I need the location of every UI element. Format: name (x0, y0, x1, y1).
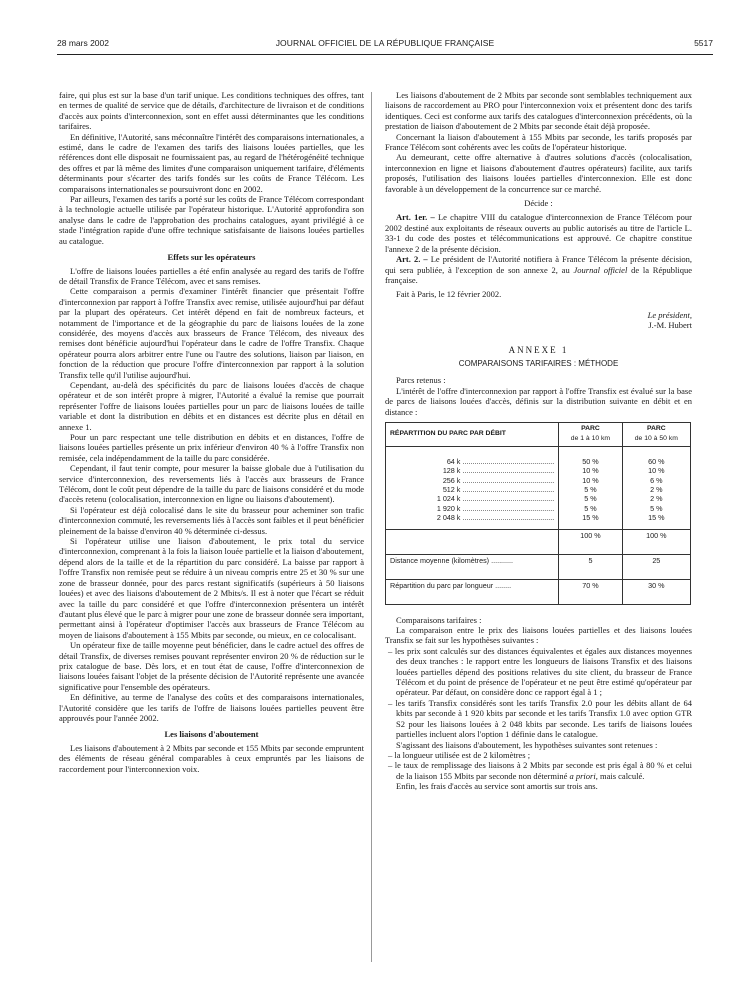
rate-label: 128 k .............................................. (442, 466, 555, 476)
table-header-parc-1-10: PARC de 1 à 10 km (559, 422, 622, 446)
rate-label: 1 024 k .............................................. (436, 494, 555, 504)
table-row-repartition: Répartition du parc par longueur ........ 70 % 30 % (386, 579, 691, 604)
column-divider (371, 92, 372, 962)
article-2-text: Le président de l'Autorité notifiera à France Télécom la présente décision, qui sera publiée, à l'exception de son annexe 2, au (385, 254, 692, 275)
paragraph: Pour un parc respectant une telle distribution en débits et en distances, l'offre de liaisons louées partielles présente un prix inférieur d'environ 40 % à l'offre Transfix non remisée, cela indépendamment de la taille du parc considérée. (59, 432, 364, 463)
paragraph: Cependant, au-delà des spécificités du parc de liaisons louées d'accès de chaque opérateur et de son intérêt propre à migrer, l'Autorité a évalué la remise que pourrait représenter l'offre de liaisons louées partielles pour un parc de liaisons louées de taille variable et dont la distribution en débits et en distances est décrite plus en détail en annexe 1. (59, 379, 364, 432)
header-rule (57, 54, 713, 55)
value-cell: 2 % (650, 494, 663, 504)
article-1-text: Le chapitre VIII du catalogue d'interconnexion de France Télécom pour 2002 destiné aux exploitants de réseaux ouverts au public autorisés au titre de l'article L. 33-1 du code des postes et télécommunications est approuvé. Ce chapitre constitue l'annexe 2 de la présente décision. (385, 212, 693, 254)
value-cell: 15 % (582, 513, 599, 523)
value-cell: 60 % (648, 456, 665, 466)
value-cell: 5 % (650, 503, 663, 513)
paragraph: L'intérêt de l'offre d'interconnexion par rapport à l'offre Transfix est évalué sur la base de parcs de liaisons louées d'accès, définis sur la distribution suivante en débit et en distance : (385, 385, 692, 417)
repartition-10-50: 30 % (622, 579, 690, 604)
paragraph: Les liaisons d'aboutement à 2 Mbits par seconde et 155 Mbits par seconde empruntent des éléments de réseau général comparables à ceux empruntés par les liaisons de raccordement pour l'interconnexion voix. (59, 742, 364, 774)
value-cell: 15 % (648, 513, 665, 523)
annex-title: ANNEXE 1 (508, 344, 569, 355)
annex-subtitle: COMPARAISONS TARIFAIRES : MÉTHODE (458, 358, 619, 368)
signature-name: J.-M. Hubert (648, 320, 692, 331)
left-column (59, 90, 364, 774)
paragraph: Un opérateur fixe de taille moyenne peut bénéficier, dans le cadre actuel des offres de détail Transfix, de diverses remises pouvant représenter environ 20 % de réduction sur le prix catalogue de base. Dès lors, et en tout état de cause, l'offre d'interconnexion de liaisons louées faisant l'objet de la présente décision de l'Autorité représente une avancée significative pour l'ensemble des opérateurs. (59, 640, 364, 692)
list-item: – la longueur utilisée est de 2 kilomètres ; (388, 749, 531, 760)
paragraph: En définitive, au terme de l'analyse des coûts et des comparaisons internationales, l'Autorité considère que les tarifs de l'offre de liaisons louées partielles peuvent être approuvés pour l'année 2002. (59, 692, 364, 723)
paragraph: Comparaisons tarifaires : (396, 614, 482, 625)
list-item: – les tarifs Transfix considérés sont les tarifs Transfix 2.0 pour les débits allant de 64 kbits par seconde à 1 920 kbits par seconde et les tarifs Transfix 1.0 avec option GTR S2 pour les liaisons louées à 2 048 kbits par seconde. Les tarifs de liaisons louées partielles incluent alors l'option 1 définie dans le catalogue. (388, 697, 692, 740)
paragraph: Au demeurant, cette offre alternative à d'autres solutions d'accès (colocalisation, interconnexion en ligne et liaisons d'aboutement d'autres opérateurs) facilite, aux tarifs proposés, l'utilisation des liaisons louées partielles d'interconnexion. Elle est donc favorable à un développement de la concurrence sur ce marché. (385, 152, 692, 194)
paragraph: faire, qui plus est sur la base d'un tarif unique. Les conditions techniques des offres, tant en termes de qualité de service que de détails, d'architecture de livraison et de conditions d'accès aux points d'interconnexion, sont en effet aussi déterminantes que les conditions tarifaires. (59, 90, 364, 132)
distance-label: Distance moyenne (kilomètres) (390, 555, 490, 565)
header-date: 28 mars 2002 (57, 38, 109, 48)
right-column (385, 90, 692, 792)
paragraph: Concernant la liaison d'aboutement à 155 Mbits par seconde, les tarifs proposés par France Télécom sont cohérents avec les coûts de l'opérateur historique. (385, 131, 692, 153)
article-1-label: Art. 1er. – (396, 212, 435, 223)
list-item: – le taux de remplissage des liaisons à 2 Mbits par seconde est pris égal à 80 % et celui de la liaison 155 Mbits par seconde non déterminé a priori, mais calculé. (388, 760, 692, 781)
paragraph: Si l'opérateur est déjà colocalisé dans le site du brasseur pour acheminer son trafic d'interconnexion commuté, les reversements liés à l'accès sont faibles et il peut bénéficier pleinement de la baisse d'environ 40 % déterminée ci-dessus. (59, 504, 364, 536)
journal-title: JOURNAL OFFICIEL DE LA RÉPUBLIQUE FRANÇAISE (275, 38, 495, 48)
distribution-table (385, 422, 691, 605)
rate-label: 64 k .............................................. (446, 456, 555, 466)
table-row-distance: Distance moyenne (kilomètres) ........... 5 25 (386, 554, 691, 579)
paragraph: Enfin, les frais d'accès au service sont amortis sur trois ans. (396, 781, 598, 792)
signature-title: Le président, (647, 309, 692, 320)
table-header-parc-10-50: PARC de 10 à 50 km (622, 422, 690, 446)
value-cell: 10 % (582, 475, 599, 485)
a-priori-italic: a priori (569, 770, 596, 781)
value-cell: 10 % (582, 466, 599, 476)
rate-label: 512 k .............................................. (442, 485, 555, 494)
page-header (57, 38, 713, 52)
paragraph: Par ailleurs, l'examen des tarifs a porté sur les coûts de France Télécom correspondant à la technologie actuelle utilisée par l'opérateur historique. L'Autorité approfondira son analyse dans le cadre de l'approbation des prochains catalogues, ayant privilégié à ce stade l'intégration rapide d'une offre technique satisfaisante de liaisons louées partielles au catalogue. (59, 194, 364, 246)
distance-10-50: 25 (622, 554, 690, 579)
total-1-10: 100 % (559, 529, 622, 554)
paragraph: Cette comparaison a permis d'examiner l'intérêt financier que présentait l'offre d'interconnexion par rapport à l'offre Transfix avec remise, utilisée aujourd'hui par défaut par la plupart des opérateurs. Cet intérêt dépend en fait de nombreux facteurs, et notamment de l'importance et de la géographie du parc de liaisons louées de la zone considérée, des moyens d'accès aux brasseurs de France Télécom, des niveaux des remises dont bénéficie aujourd'hui l'opérateur dans le cadre de l'offre Transfix. Chaque opérateur pourra alors arbitrer entre l'une ou l'autre des solutions, liaison par liaison, en fonction de la réduction que procure l'offre d'interconnexion par rapport à la solution Transfix telle qu'il l'utilise aujourd'hui. (59, 286, 364, 380)
value-cell: 2 % (650, 485, 663, 494)
paragraph: L'offre de liaisons louées partielles a été enfin analysée au regard des tarifs de l'offre de détail Transfix de France Télécom, avec et sans remises. (59, 265, 364, 286)
paragraph: La comparaison entre le prix des liaisons louées partielles et des liaisons louées Transfix se fait sur les hypothèses suivantes : (385, 625, 692, 646)
paragraph: Les liaisons d'aboutement de 2 Mbits par seconde sont semblables techniquement aux liaisons de raccordement au PRO pour l'interconnexion voix et présentent donc des tarifs identiques. Ceci est conforme aux tarifs des catalogues d'interconnexion précédents, où la prestation de liaison d'aboutement de 2 Mbits par seconde était déjà proposée. (385, 90, 692, 132)
table-header-repartition: RÉPARTITION DU PARC PAR DÉBIT (386, 422, 559, 446)
paragraph: Parcs retenus : (396, 375, 446, 386)
article-2 (385, 254, 692, 285)
list-item: – les prix sont calculés sur des distances équivalentes et égales aux distances moyennes des deux tranches : le rapport entre les longueurs de liaisons Transfix et des liaisons louées partielles dépend des positions relatives du site client, du brasseur de France Télécom et du point de présence de l'opérateur et ne peut être estimé qu'opérateur par opérateur. Par défaut, on considère donc ce rapport égal à 1 ; (388, 645, 692, 698)
value-cell: 6 % (650, 475, 663, 485)
article-1 (385, 212, 692, 254)
decide-heading: Décide : (524, 198, 553, 209)
table-row (386, 446, 691, 529)
page-number: 5517 (694, 38, 713, 48)
paragraph: En définitive, l'Autorité, sans méconnaître l'intérêt des comparaisons internationales, a estimé, dans le cadre de l'examen des tarifs des liaisons louées partielles, que les références dont elle disposait ne fournissaient pas, au regard de l'hétérogénéité technique des offres et par là même des limites d'une comparaison uniquement tarifaire, d'éléments déterminants pour s'écarter des tarifs fondés sur les coûts de France Télécom. Les comparaisons internationales se poursuivront donc en 2002. (59, 131, 364, 194)
value-cell: 5 % (584, 503, 597, 513)
repartition-label: Répartition du parc par longueur (390, 580, 494, 590)
rate-label: 1 920 k .............................................. (436, 503, 555, 513)
repartition-1-10: 70 % (559, 579, 622, 604)
article-2-journal: Journal officiel (573, 264, 628, 275)
section-heading-aboutement: Les liaisons d'aboutement (164, 729, 259, 740)
paragraph: Cependant, il faut tenir compte, pour mesurer la baisse globale due à l'utilisation du service d'interconnexion, des reversements liés à l'accès aux brasseurs de France Télécom, dont le coût peut dépendre de la taille du parc de liaisons considéré et du mode d'accès retenu (colocalisation, interconnexion en ligne ou liaisons d'aboutement). (59, 463, 364, 505)
table-row-total (386, 529, 691, 554)
rate-label: 2 048 k .............................................. (436, 513, 555, 523)
value-cell: 10 % (648, 466, 665, 476)
article-2-text-end: de la République française. (385, 264, 692, 285)
value-cell: 5 % (584, 494, 597, 504)
paragraph: Si l'opérateur utilise une liaison d'aboutement, le prix total du service d'interconnexion, comprenant à la fois la liaison louée partielle et la liaison d'aboutement, dépend alors de la taille et de la répartition du parc considéré. La baisse par rapport à l'offre Transfix non remisée peut se réduire à un niveau compris entre 25 et 30 % sur une zone de brasseur donnée, pour des parcs restant significatifs (supérieurs à 50 liaisons louées) et avec des liaisons d'aboutement de 2 Mbits/s. Il est à noter que l'écart se réduit avec la taille du parc considéré et que l'offre d'interconnexion présentera un intérêt d'autant plus élevé que le parc à migrer pour une zone de brasseur donnée sera important, permettant ainsi à l'opérateur d'optimiser l'accès aux brasseurs de France Télécom au moyen de liaisons d'aboutement à 155 Mbits par seconde, ou mieux, en ce colocalisant. (59, 536, 364, 640)
value-cell: 50 % (582, 456, 599, 466)
rate-label: 256 k .............................................. (442, 475, 555, 485)
article-2-label: Art. 2. – (396, 254, 428, 265)
place-date: Fait à Paris, le 12 février 2002. (396, 289, 502, 300)
value-cell: 5 % (584, 485, 597, 494)
distance-1-10: 5 (559, 554, 622, 579)
paragraph: S'agissant des liaisons d'aboutement, les hypothèses suivantes sont retenues : (396, 739, 658, 750)
section-heading-effets: Effets sur les opérateurs (167, 252, 256, 263)
total-10-50: 100 % (622, 529, 690, 554)
